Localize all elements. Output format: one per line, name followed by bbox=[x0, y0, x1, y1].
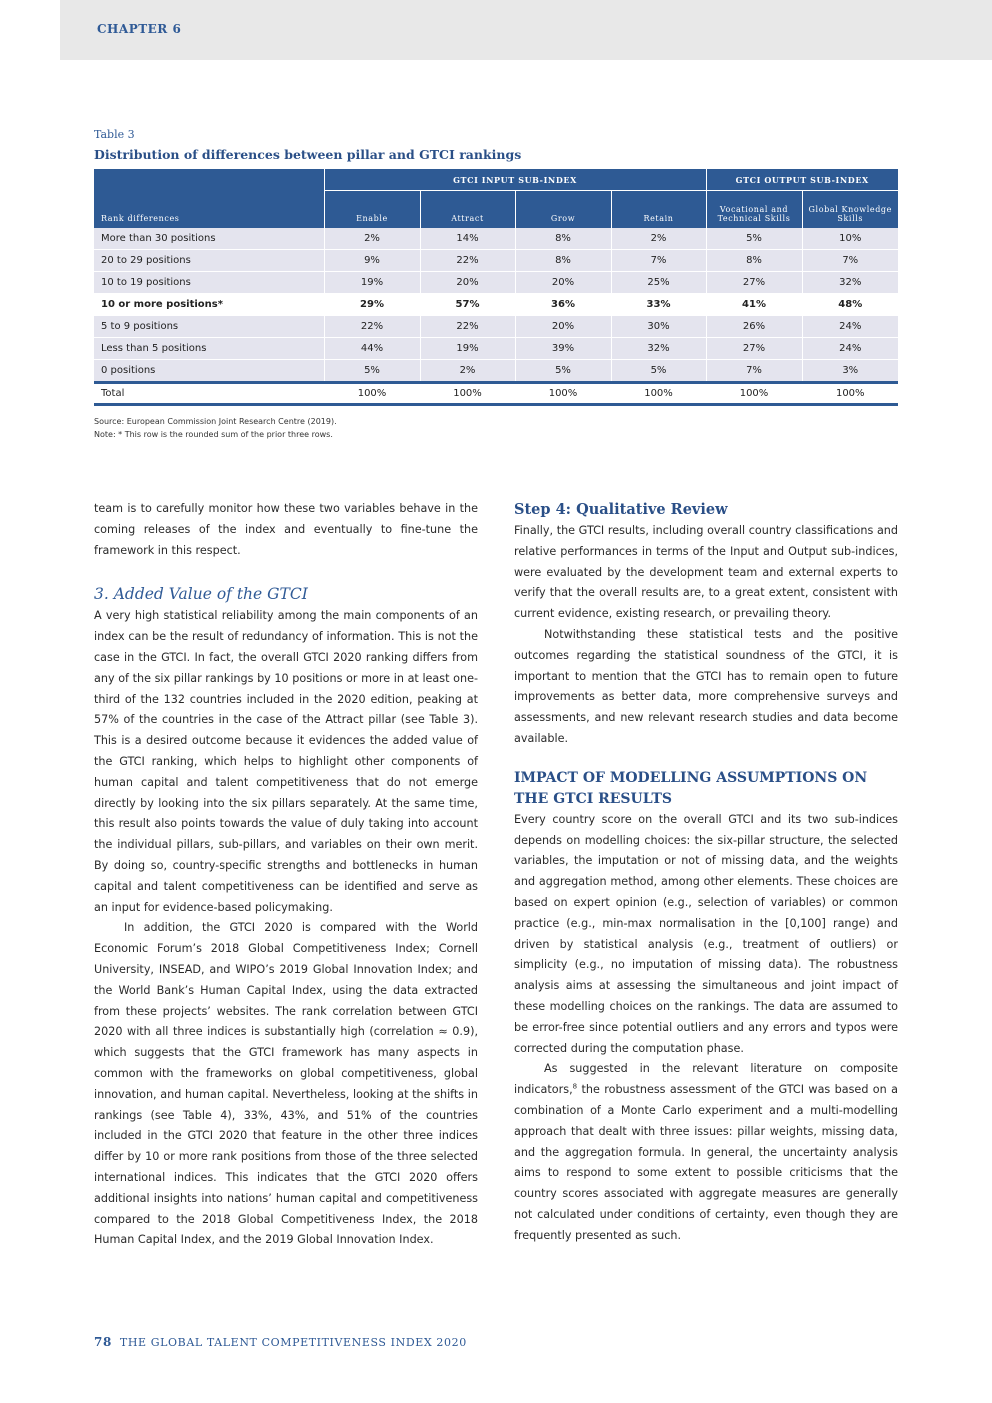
table-row bbox=[94, 360, 898, 383]
row-label: Total bbox=[94, 383, 324, 405]
table-cell: 32% bbox=[611, 338, 706, 360]
table-cell: 3% bbox=[802, 360, 898, 383]
column-header: Vocational and Technical Skills bbox=[706, 191, 802, 229]
row-label: 5 to 9 positions bbox=[94, 316, 324, 338]
table-cell: 2% bbox=[420, 360, 515, 383]
table-cell: 30% bbox=[611, 316, 706, 338]
table-cell: 24% bbox=[802, 316, 898, 338]
table-row bbox=[94, 294, 898, 316]
table-cell: 7% bbox=[802, 250, 898, 272]
table-row bbox=[94, 316, 898, 338]
footer-title: THE GLOBAL TALENT COMPETITIVENESS INDEX 2020 bbox=[119, 1336, 467, 1349]
table-cell: 22% bbox=[420, 316, 515, 338]
chapter-header-band bbox=[60, 0, 992, 60]
body-paragraph bbox=[514, 1059, 898, 1246]
column-header: Global Knowledge Skills bbox=[802, 191, 898, 229]
column-header: Attract bbox=[420, 191, 515, 229]
source-line: Source: European Commission Joint Research Centre (2019). bbox=[94, 417, 337, 426]
input-subindex-header: GTCI INPUT SUB-INDEX bbox=[324, 169, 706, 191]
table-cell: 44% bbox=[324, 338, 420, 360]
table-cell: 27% bbox=[706, 272, 802, 294]
table-cell: 100% bbox=[324, 383, 420, 405]
table-cell: 32% bbox=[802, 272, 898, 294]
table-cell: 22% bbox=[420, 250, 515, 272]
table-cell: 20% bbox=[420, 272, 515, 294]
step-heading: Step 4: Qualitative Review bbox=[514, 501, 728, 518]
table-cell: 100% bbox=[515, 383, 611, 405]
table-cell: 8% bbox=[515, 228, 611, 250]
table-title: Distribution of differences between pillar and GTCI rankings bbox=[94, 147, 522, 162]
row-label: 0 positions bbox=[94, 360, 324, 383]
table-cell: 36% bbox=[515, 294, 611, 316]
distribution-table bbox=[94, 169, 898, 406]
table-cell: 8% bbox=[706, 250, 802, 272]
footnote-marker[interactable]: 8 bbox=[572, 1082, 578, 1091]
table-cell: 57% bbox=[420, 294, 515, 316]
table-row bbox=[94, 272, 898, 294]
table-cell: 100% bbox=[706, 383, 802, 405]
table-cell: 100% bbox=[611, 383, 706, 405]
body-paragraph: Every country score on the overall GTCI and its two sub-indices depends on modelling choices: the six-pillar structure, the selected variables, the imputation or not of missing data, and the weights and aggregation method, among other elements. These choices are based on expert opinion (e.g., selection of variables) or common practice (e.g., min-max normalisation in the [0,100] range) and driven by statistical analysis (e.g., treatment of outliers) or simplicity (e.g., no imputation of missing data). The robustness analysis aims at assessing the simultaneous and joint impact of these modelling choices on the rankings. The data are assumed to be error-free since potential outliers and any errors and typos were corrected during the computation phase. bbox=[514, 812, 898, 1055]
body-paragraph: Notwithstanding these statistical tests and the positive outcomes regarding the statistical soundness of the GTCI, it is important to mention that the GTCI has to remain open to future improvements as better data, more comprehensive surveys and assessments, and new relevant research studies and data become available. bbox=[514, 627, 898, 745]
table-cell: 20% bbox=[515, 316, 611, 338]
column-header: Grow bbox=[515, 191, 611, 229]
table-cell: 7% bbox=[706, 360, 802, 383]
table-caption: Table 3 bbox=[94, 128, 135, 141]
page-footer bbox=[94, 1335, 467, 1349]
table-cell: 19% bbox=[420, 338, 515, 360]
table-cell: 100% bbox=[802, 383, 898, 405]
table-cell: 2% bbox=[324, 228, 420, 250]
table-row bbox=[94, 338, 898, 360]
column-header: Retain bbox=[611, 191, 706, 229]
table-cell: 100% bbox=[420, 383, 515, 405]
table-cell: 5% bbox=[706, 228, 802, 250]
row-label: More than 30 positions bbox=[94, 228, 324, 250]
table-total-row bbox=[94, 383, 898, 405]
table-cell: 25% bbox=[611, 272, 706, 294]
table-cell: 39% bbox=[515, 338, 611, 360]
chapter-label: CHAPTER 6 bbox=[97, 22, 182, 36]
table-cell: 9% bbox=[324, 250, 420, 272]
paragraph-text: As suggested in the relevant literature on composite indicators, bbox=[514, 1062, 898, 1097]
table-cell: 7% bbox=[611, 250, 706, 272]
table-cell: 26% bbox=[706, 316, 802, 338]
table-cell: 19% bbox=[324, 272, 420, 294]
table-cell: 10% bbox=[802, 228, 898, 250]
table-row bbox=[94, 250, 898, 272]
table-cell: 27% bbox=[706, 338, 802, 360]
table-cell: 5% bbox=[611, 360, 706, 383]
section-heading: IMPACT OF MODELLING ASSUMPTIONS ON THE GTCI RESULTS bbox=[514, 769, 868, 807]
body-paragraph: team is to carefully monitor how these two variables behave in the coming releases of the index and eventually to fine-tune the framework in this respect. bbox=[94, 502, 478, 557]
table-row bbox=[94, 228, 898, 250]
page-number: 78 bbox=[94, 1335, 112, 1349]
left-column bbox=[94, 499, 478, 1251]
table-cell: 20% bbox=[515, 272, 611, 294]
table-cell: 41% bbox=[706, 294, 802, 316]
section-heading: 3. Added Value of the GTCI bbox=[94, 585, 308, 604]
table-cell: 48% bbox=[802, 294, 898, 316]
row-label: 20 to 29 positions bbox=[94, 250, 324, 272]
row-label: Less than 5 positions bbox=[94, 338, 324, 360]
table-cell: 8% bbox=[515, 250, 611, 272]
table-source-note bbox=[94, 415, 337, 441]
table-cell: 14% bbox=[420, 228, 515, 250]
paragraph-text: the robustness assessment of the GTCI was based on a combination of a Monte Carlo experiment and a multi-modelling approach that dealt with three issues: pillar weights, missing data, and the aggregation formula. In general, the uncertainty analysis aims to respond to some extent to possible criticisms that the country scores associated with aggregate measures are generally not calculated under conditions of certainty, even though they are frequently presented as such. bbox=[514, 1083, 898, 1242]
body-paragraph: In addition, the GTCI 2020 is compared with the World Economic Forum’s 2018 Global Competitiveness Index; Cornell University, INSEAD, and WIPO’s 2019 Global Innovation Index; and the World Bank’s Human Capital Index, using the data extracted from these projects’ websites. The rank correlation between GTCI 2020 with all three indices is substantially high (correlation ≈ 0.9), which suggests that the GTCI framework has many aspects in common with the frameworks on global competitiveness, global innovation, and human capital. Nevertheless, looking at the shifts in rankings (see Table 4), 33%, 43%, and 51% of the countries included in the GTCI 2020 that feature in the other three indices differ by 10 or more rank positions from those of the three selected international indices. This indicates that the GTCI 2020 offers additional insights into nations’ human capital and competitiveness compared to the 2018 Global Competitiveness Index, the 2018 Human Capital Index, and the 2019 Global Innovation Index. bbox=[94, 921, 478, 1247]
table-cell: 33% bbox=[611, 294, 706, 316]
body-paragraph: A very high statistical reliability among the main components of an index can be the result of redundancy of information. This is not the case in the GTCI. In fact, the overall GTCI 2020 ranking differs from any of the six pillar rankings by 10 positions or more in at least one-third of the 132 countries included in the 2020 edition, peaking at 57% of the countries in the case of the Attract pillar (see Table 3). This is a desired outcome because it evidences the added value of the GTCI ranking, which helps to highlight other components of human capital and talent competitiveness that do not emerge directly by looking into the six pillars separately. At the same time, this result also points towards the value of duly taking into account the individual pillars, sub-pillars, and variables on their own merit. By doing so, country-specific strengths and bottlenecks in human capital and talent competitiveness can be identified and serve as an input for evidence-based policymaking. bbox=[94, 609, 478, 914]
right-column bbox=[514, 499, 898, 1247]
table-cell: 5% bbox=[515, 360, 611, 383]
table-cell: 29% bbox=[324, 294, 420, 316]
table-cell: 2% bbox=[611, 228, 706, 250]
table-cell: 24% bbox=[802, 338, 898, 360]
row-label: 10 or more positions* bbox=[94, 294, 324, 316]
output-subindex-header: GTCI OUTPUT SUB-INDEX bbox=[706, 169, 898, 191]
table-cell: 5% bbox=[324, 360, 420, 383]
rank-differences-header: Rank differences bbox=[94, 169, 324, 228]
note-line: Note: * This row is the rounded sum of the prior three rows. bbox=[94, 430, 333, 439]
table-cell: 22% bbox=[324, 316, 420, 338]
column-header: Enable bbox=[324, 191, 420, 229]
row-label: 10 to 19 positions bbox=[94, 272, 324, 294]
body-paragraph: Finally, the GTCI results, including overall country classifications and relative performances in terms of the Input and Output sub-indices, were evaluated by the development team and external experts to verify that the overall results are, to a great extent, consistent with current evidence, existing research, or prevailing theory. bbox=[514, 524, 898, 621]
